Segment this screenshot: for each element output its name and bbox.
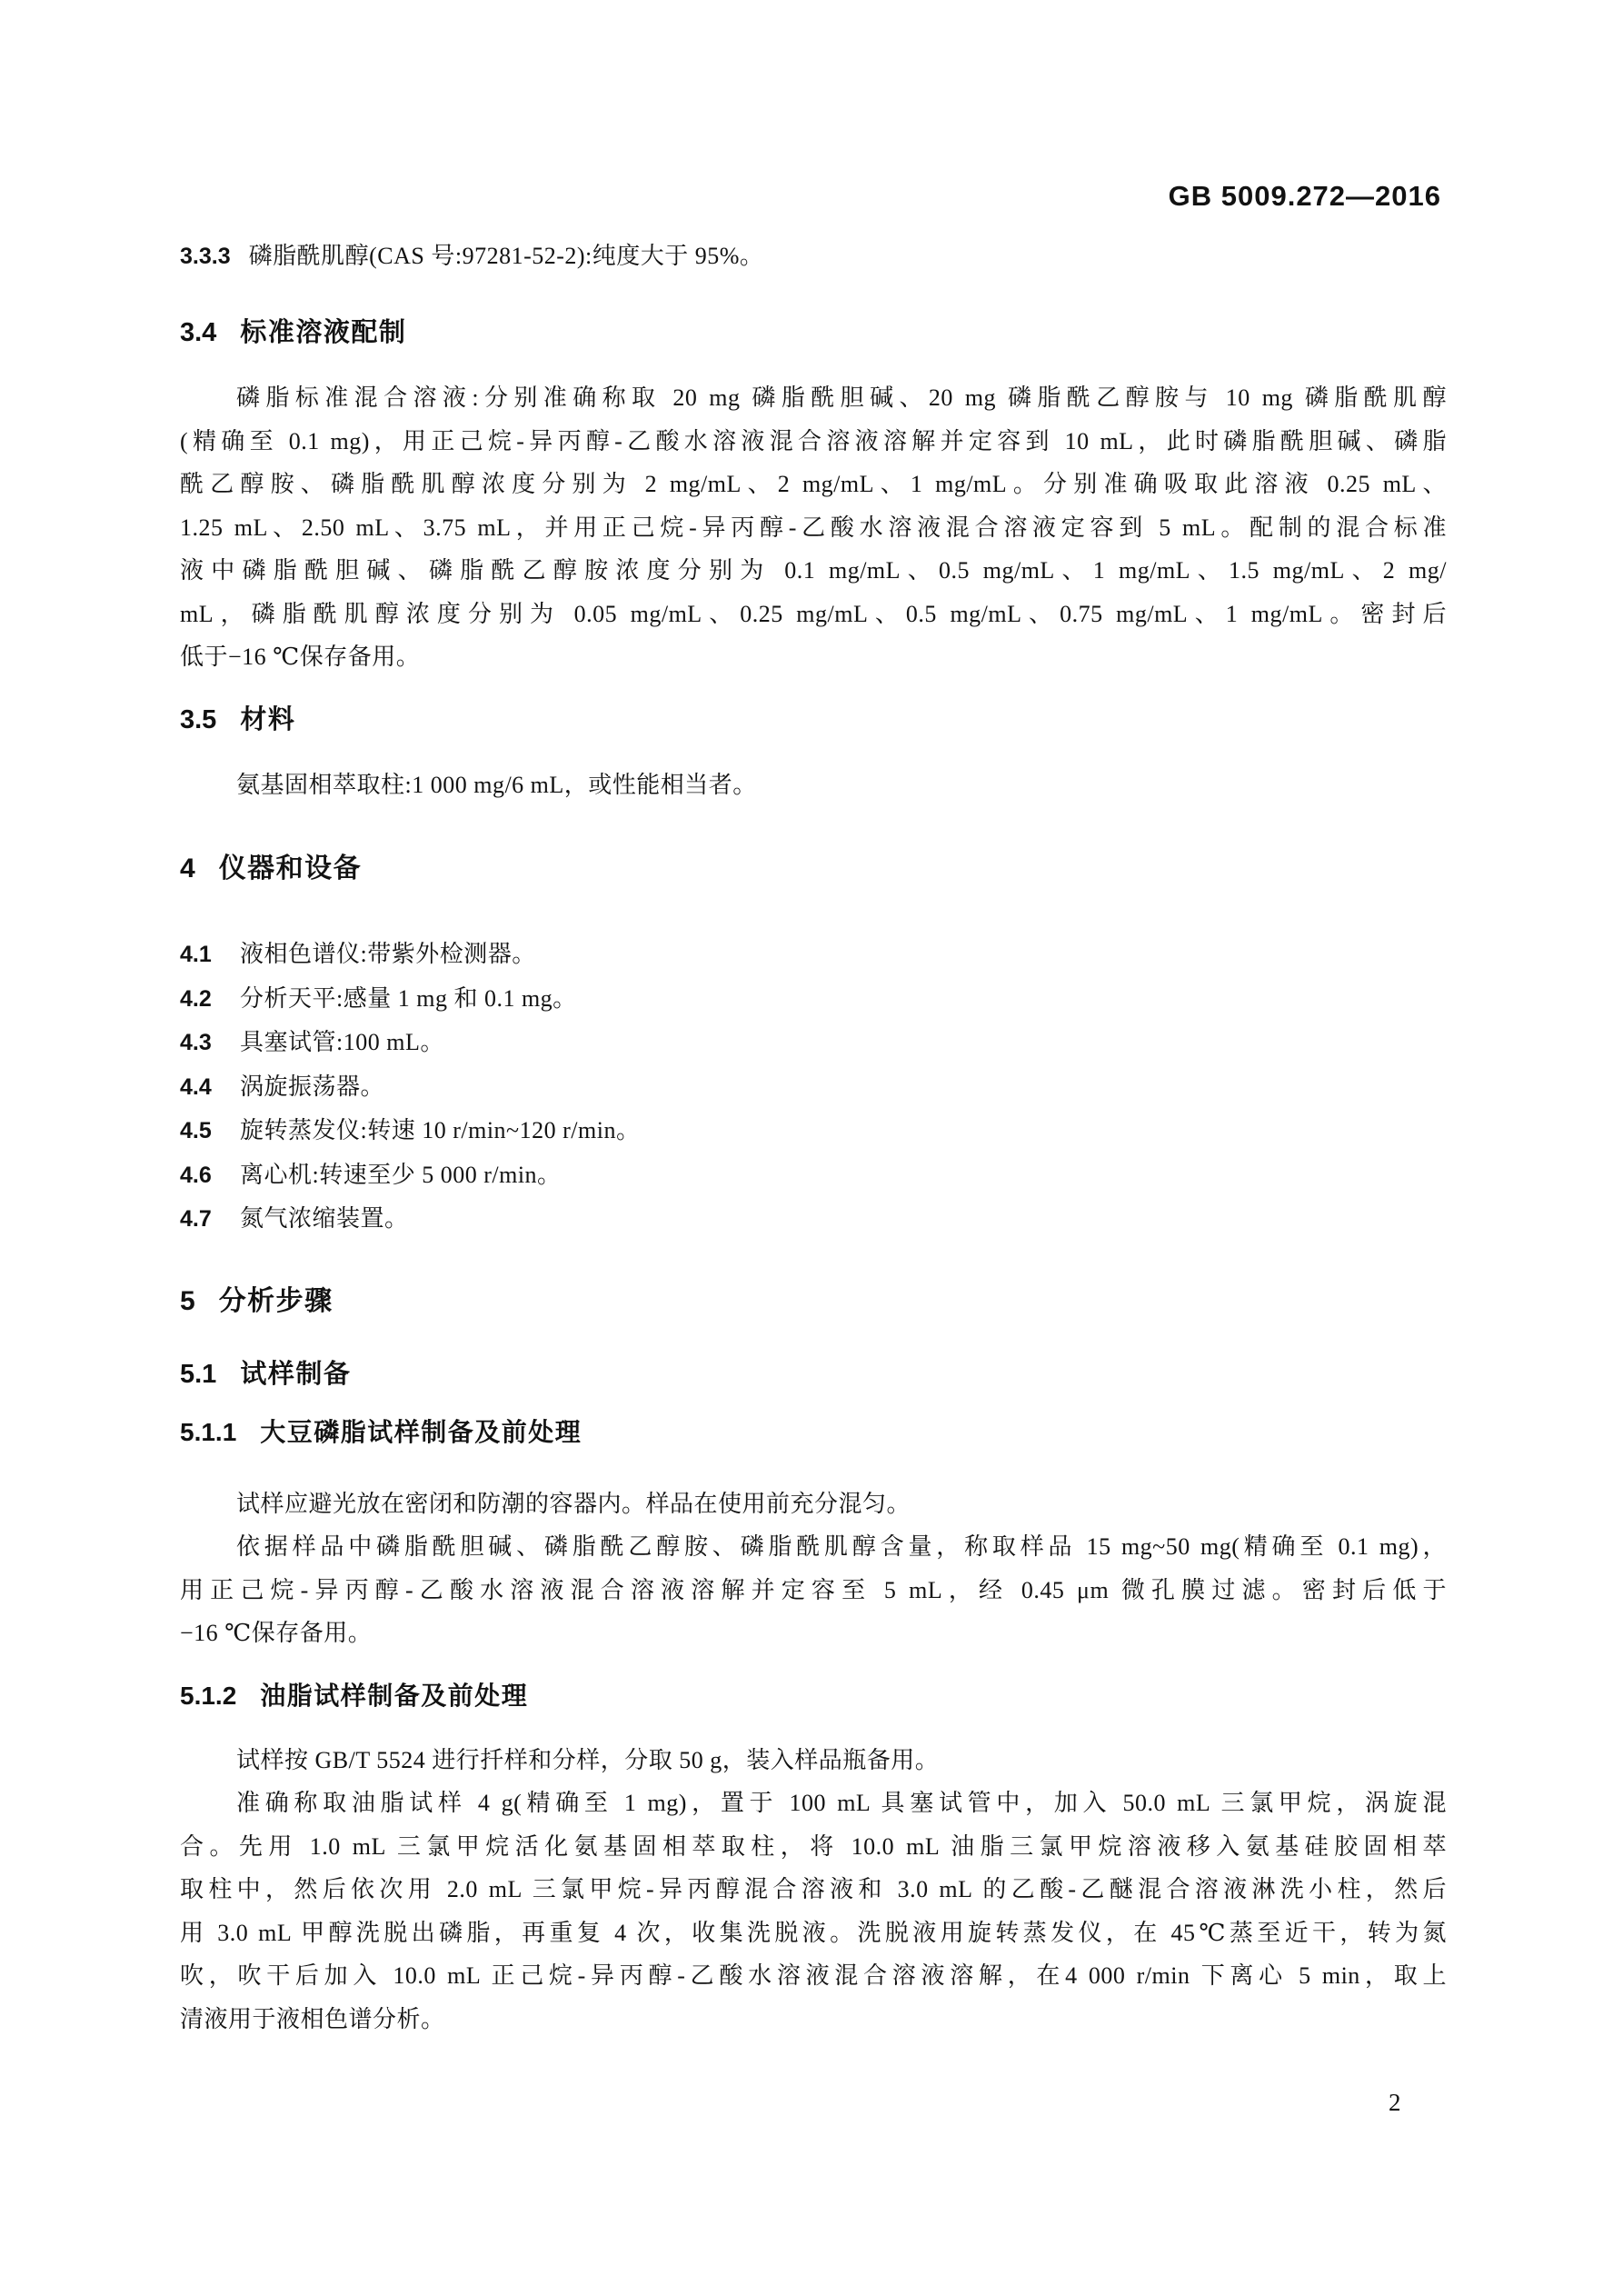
paragraph-line: 磷脂标准混合溶液:分别准确称取 20 mg 磷脂酰胆碱、20 mg 磷脂酰乙醇胺与 10 mg 磷脂酰肌醇 — [236, 384, 1447, 411]
heading-title: 试样制备 — [240, 1360, 352, 1389]
heading-number: 5.1 — [180, 1360, 217, 1389]
paragraph-line: 合。先用 1.0 mL 三氯甲烷活化氨基固相萃取柱，将 10.0 mL 油脂三氯甲烷溶液移入氨基硅胶固相萃 — [180, 1832, 1447, 1860]
clause-text: 磷脂酰肌醇(CAS 号:97281-52-2):纯度大于 95%。 — [248, 243, 764, 269]
list-item — [180, 977, 1447, 1022]
paragraph-line: 酰乙醇胺、磷脂酰肌醇浓度分别为 2 mg/mL、2 mg/mL、1 mg/mL。分别准确吸取此溶液 0.25 mL、 — [180, 471, 1447, 497]
heading-title: 油脂试样制备及前处理 — [260, 1682, 529, 1710]
list-item-text: 分析天平:感量 1 mg 和 0.1 mg。 — [240, 984, 577, 1012]
paragraph-line: 清液用于液相色谱分析。 — [180, 2005, 445, 2032]
clause-number: 4.1 — [180, 942, 212, 967]
paragraph-soy-lecithin-prep — [180, 1525, 1447, 1655]
heading-number: 3.5 — [180, 705, 217, 734]
heading-number: 4 — [180, 854, 195, 883]
heading-5-1-2 — [180, 1678, 1447, 1714]
paragraph-line: 依据样品中磷脂酰胆碱、磷脂酰乙醇胺、磷脂酰肌醇含量，称取样品 15 mg~50 mg(精确至 0.1 mg)， — [236, 1533, 1447, 1560]
list-item — [180, 1109, 1447, 1153]
paragraph-line: −16 ℃保存备用。 — [180, 1620, 373, 1646]
paragraph-line: mL，磷脂酰肌醇浓度分别为 0.05 mg/mL、0.25 mg/mL、0.5 mg/mL、0.75 mg/mL、1 mg/mL。密封后 — [180, 600, 1447, 627]
clause-number: 3.3.3 — [180, 244, 231, 269]
list-item-text: 离心机:转速至少 5 000 r/min。 — [240, 1161, 562, 1188]
paragraph-oil-prep — [180, 1782, 1447, 2041]
heading-4 — [180, 851, 1447, 887]
heading-number: 5 — [180, 1286, 195, 1316]
clause-3-3-3 — [180, 238, 1447, 275]
heading-3-5 — [180, 702, 1447, 738]
paragraph-material: 氨基固相萃取柱:1 000 mg/6 mL，或性能相当者。 — [236, 772, 757, 798]
list-item-text: 具塞试管:100 mL。 — [240, 1029, 444, 1055]
heading-title: 大豆磷脂试样制备及前处理 — [260, 1418, 582, 1446]
paragraph-oil-sampling: 试样按 GB/T 5524 进行扦样和分样，分取 50 g，装入样品瓶备用。 — [236, 1747, 940, 1773]
list-item-text: 涡旋振荡器。 — [240, 1073, 385, 1100]
paragraph-line: 低于−16 ℃保存备用。 — [180, 644, 421, 670]
list-item — [180, 933, 1447, 977]
heading-5-1-1 — [180, 1414, 1447, 1451]
paragraph-line: 用 3.0 mL 甲醇洗脱出磷脂，再重复 4 次，收集洗脱液。洗脱液用旋转蒸发仪，在 45℃蒸至近干，转为氮 — [180, 1919, 1447, 1946]
paragraph-line: 用正己烷-异丙醇-乙酸水溶液混合溶液溶解并定容至 5 mL，经 0.45 μm 微孔膜过滤。密封后低于 — [180, 1576, 1447, 1603]
paragraph-line: 准确称取油脂试样 4 g(精确至 1 mg)，置于 100 mL 具塞试管中，加入 50.0 mL 三氯甲烷，涡旋混 — [236, 1790, 1447, 1816]
clause-number: 4.4 — [180, 1073, 212, 1100]
clause-number: 4.7 — [180, 1206, 212, 1232]
list-item — [180, 1065, 1447, 1110]
clause-number: 4.6 — [180, 1162, 212, 1188]
heading-number: 5.1.2 — [180, 1682, 237, 1710]
heading-title: 分析步骤 — [218, 1286, 334, 1316]
heading-title: 标准溶液配制 — [240, 318, 407, 347]
page-number: 2 — [1389, 2089, 1401, 2116]
paragraph-line: 取柱中，然后依次用 2.0 mL 三氯甲烷-异丙醇混合溶液和 3.0 mL 的乙酸-乙醚混合溶液淋洗小柱，然后 — [180, 1876, 1447, 1902]
heading-number: 5.1.1 — [180, 1418, 237, 1446]
list-item-text: 氮气浓缩装置。 — [240, 1205, 409, 1232]
list-item — [180, 1197, 1447, 1242]
list-item — [180, 1153, 1447, 1198]
clause-number: 4.3 — [180, 1030, 212, 1055]
standard-code: GB 5009.272—2016 — [1168, 180, 1441, 212]
heading-5-1 — [180, 1356, 1447, 1393]
paragraph-line: (精确至 0.1 mg)，用正己烷-异丙醇-乙酸水溶液混合溶液溶解并定容到 10 mL，此时磷脂酰胆碱、磷脂 — [180, 427, 1447, 454]
heading-3-4 — [180, 314, 1447, 351]
heading-title: 仪器和设备 — [218, 854, 363, 883]
clause-number: 4.2 — [180, 985, 212, 1012]
equipment-list — [180, 933, 1447, 1242]
list-item-text: 旋转蒸发仪:转速 10 r/min~120 r/min。 — [240, 1117, 641, 1143]
clause-number: 4.5 — [180, 1118, 212, 1143]
paragraph-standard-solution — [180, 376, 1447, 679]
paragraph-line: 液中磷脂酰胆碱、磷脂酰乙醇胺浓度分别为 0.1 mg/mL、0.5 mg/mL、1 mg/mL、1.5 mg/mL、2 mg/ — [180, 557, 1447, 584]
list-item-text: 液相色谱仪:带紫外检测器。 — [240, 941, 536, 967]
heading-title: 材料 — [240, 705, 296, 734]
heading-5 — [180, 1283, 1447, 1320]
paragraph-sample-storage: 试样应避光放在密闭和防潮的容器内。样品在使用前充分混匀。 — [236, 1491, 911, 1517]
paragraph-line: 吹，吹干后加入 10.0 mL 正己烷-异丙醇-乙酸水溶液混合溶液溶解，在4 000 r/min 下离心 5 min，取上 — [180, 1962, 1448, 1989]
heading-number: 3.4 — [180, 318, 217, 347]
list-item — [180, 1021, 1447, 1065]
paragraph-line: 1.25 mL、2.50 mL、3.75 mL，并用正己烷-异丙醇-乙酸水溶液混合溶液定容到 5 mL。配制的混合标准 — [180, 514, 1447, 541]
